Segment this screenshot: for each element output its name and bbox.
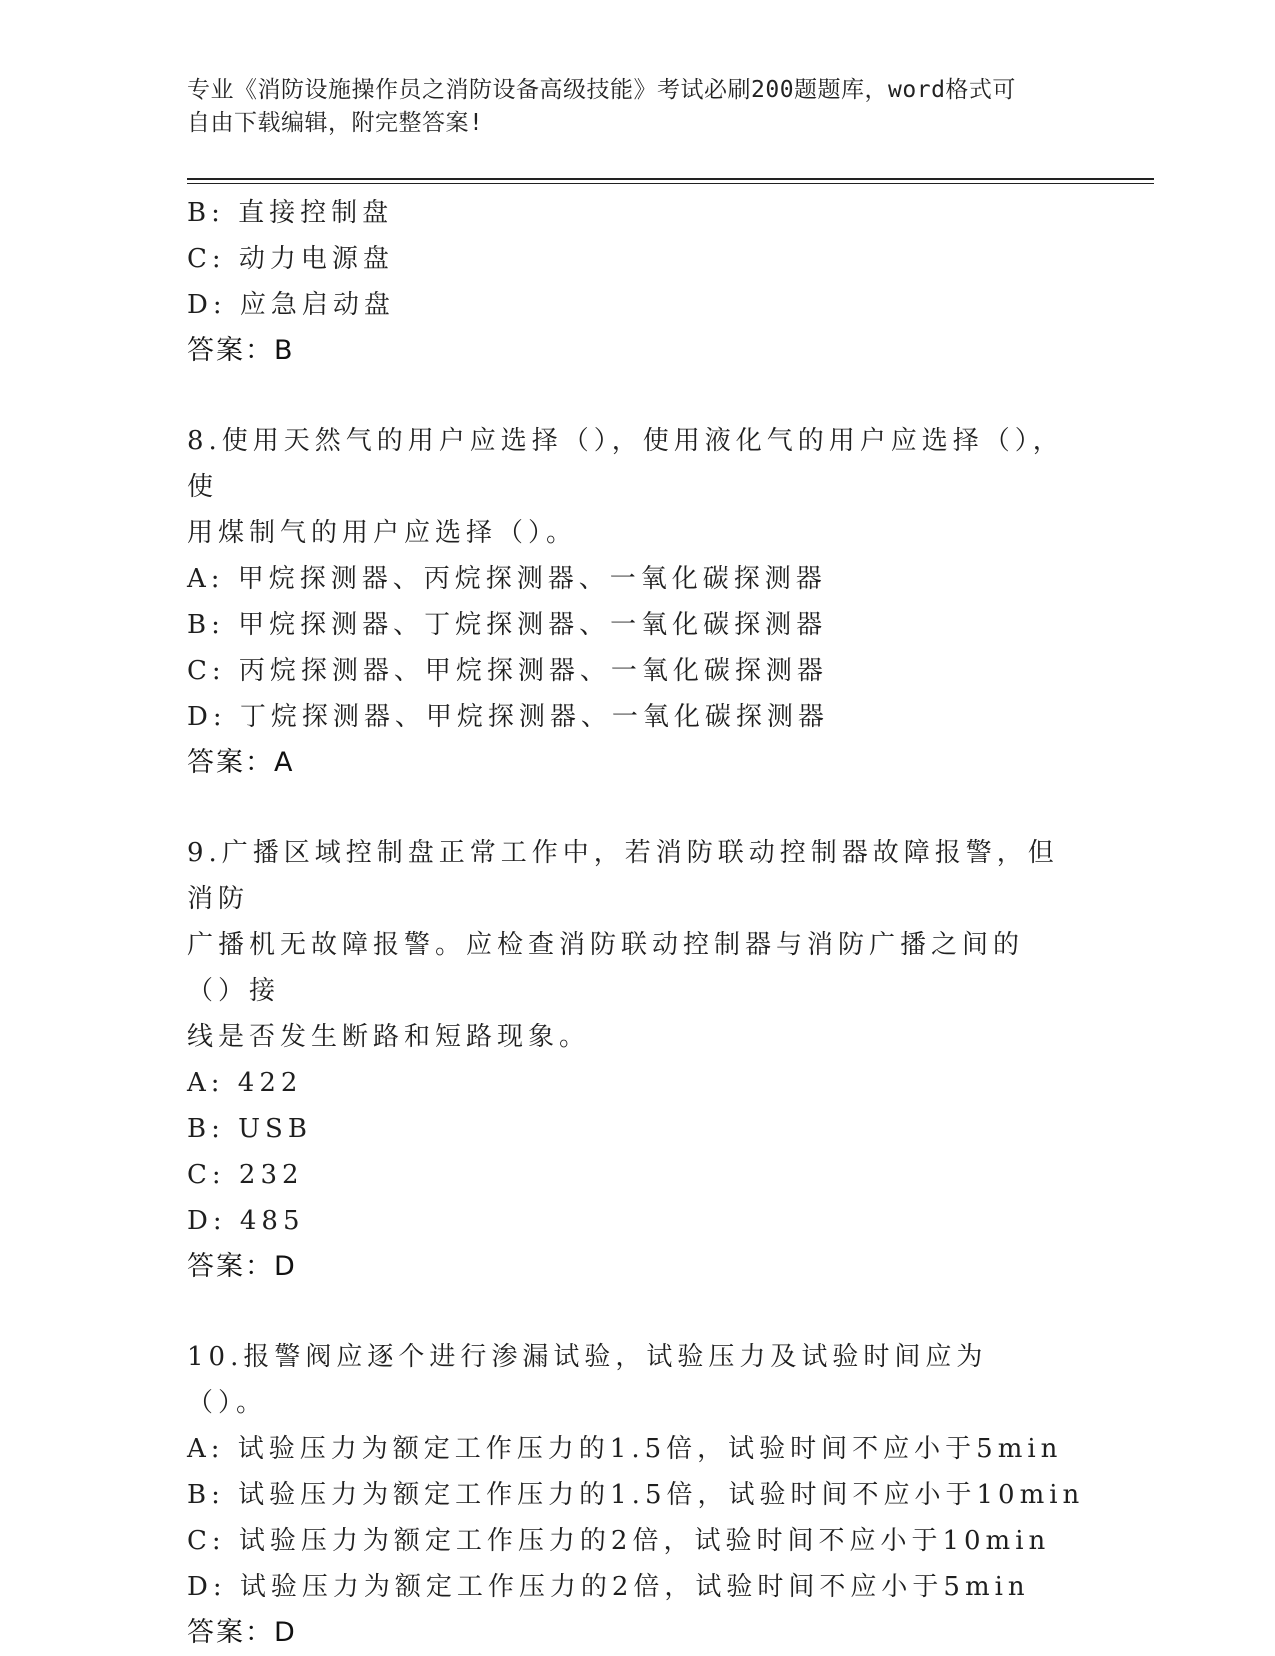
option-d: D: 丁烷探测器、甲烷探测器、一氧化碳探测器	[187, 702, 829, 732]
spacer	[187, 374, 1067, 418]
question-10-text-line-1: 10.报警阀应逐个进行渗漏试验，试验压力及试验时间应为（）。	[187, 1342, 988, 1418]
header-line-2: 自由下载编辑，附完整答案!	[187, 110, 484, 136]
question-8-block	[187, 418, 1067, 786]
option-c: C: 丙烷探测器、甲烷探测器、一氧化碳探测器	[187, 656, 828, 686]
question-8-text-line-2: 用煤制气的用户应选择（）。	[187, 518, 578, 548]
header-divider-thick	[187, 178, 1154, 180]
option-a: A: 试验压力为额定工作压力的1.5倍，试验时间不应小于5min	[187, 1434, 1063, 1464]
question-8-text-line-1: 8.使用天然气的用户应选择（），使用液化气的用户应选择（），使	[187, 426, 1064, 502]
header-divider-thin	[187, 183, 1154, 184]
question-content	[187, 190, 1085, 1656]
question-9-text-line-2: 广播机无故障报警。应检查消防联动控制器与消防广播之间的（）接	[187, 930, 1025, 1006]
option-a: A: 甲烷探测器、丙烷探测器、一氧化碳探测器	[187, 564, 827, 594]
question-10-block	[187, 1334, 1085, 1656]
option-b: B: 直接控制盘	[187, 198, 394, 228]
option-d: D: 应急启动盘	[187, 290, 395, 320]
question-9-block	[187, 830, 1067, 1290]
spacer	[187, 1290, 1067, 1334]
option-a: A: 422	[187, 1068, 303, 1098]
question-9-text-line-3: 线是否发生断路和短路现象。	[187, 1022, 591, 1052]
option-d: D: 485	[187, 1206, 305, 1236]
spacer	[187, 786, 1067, 830]
option-b: B: 甲烷探测器、丁烷探测器、一氧化碳探测器	[187, 610, 828, 640]
header-line-1: 专业《消防设施操作员之消防设备高级技能》考试必刷200题题库，word格式可	[187, 77, 1016, 103]
option-b: B: USB	[187, 1114, 312, 1144]
option-d: D: 试验压力为额定工作压力的2倍，试验时间不应小于5min	[187, 1572, 1030, 1602]
answer-line: 答案：D	[187, 1617, 297, 1648]
option-c: C: 232	[187, 1160, 304, 1190]
document-header	[187, 74, 1067, 140]
option-c: C: 动力电源盘	[187, 244, 394, 274]
prev-question-block	[187, 190, 1067, 374]
answer-line: 答案：B	[187, 335, 295, 366]
option-c: C: 试验压力为额定工作压力的2倍，试验时间不应小于10min	[187, 1526, 1051, 1556]
question-9-text-line-1: 9.广播区域控制盘正常工作中，若消防联动控制器故障报警，但消防	[187, 838, 1059, 914]
answer-line: 答案：A	[187, 747, 295, 778]
option-b: B: 试验压力为额定工作压力的1.5倍，试验时间不应小于10min	[187, 1480, 1085, 1510]
answer-line: 答案：D	[187, 1251, 297, 1282]
